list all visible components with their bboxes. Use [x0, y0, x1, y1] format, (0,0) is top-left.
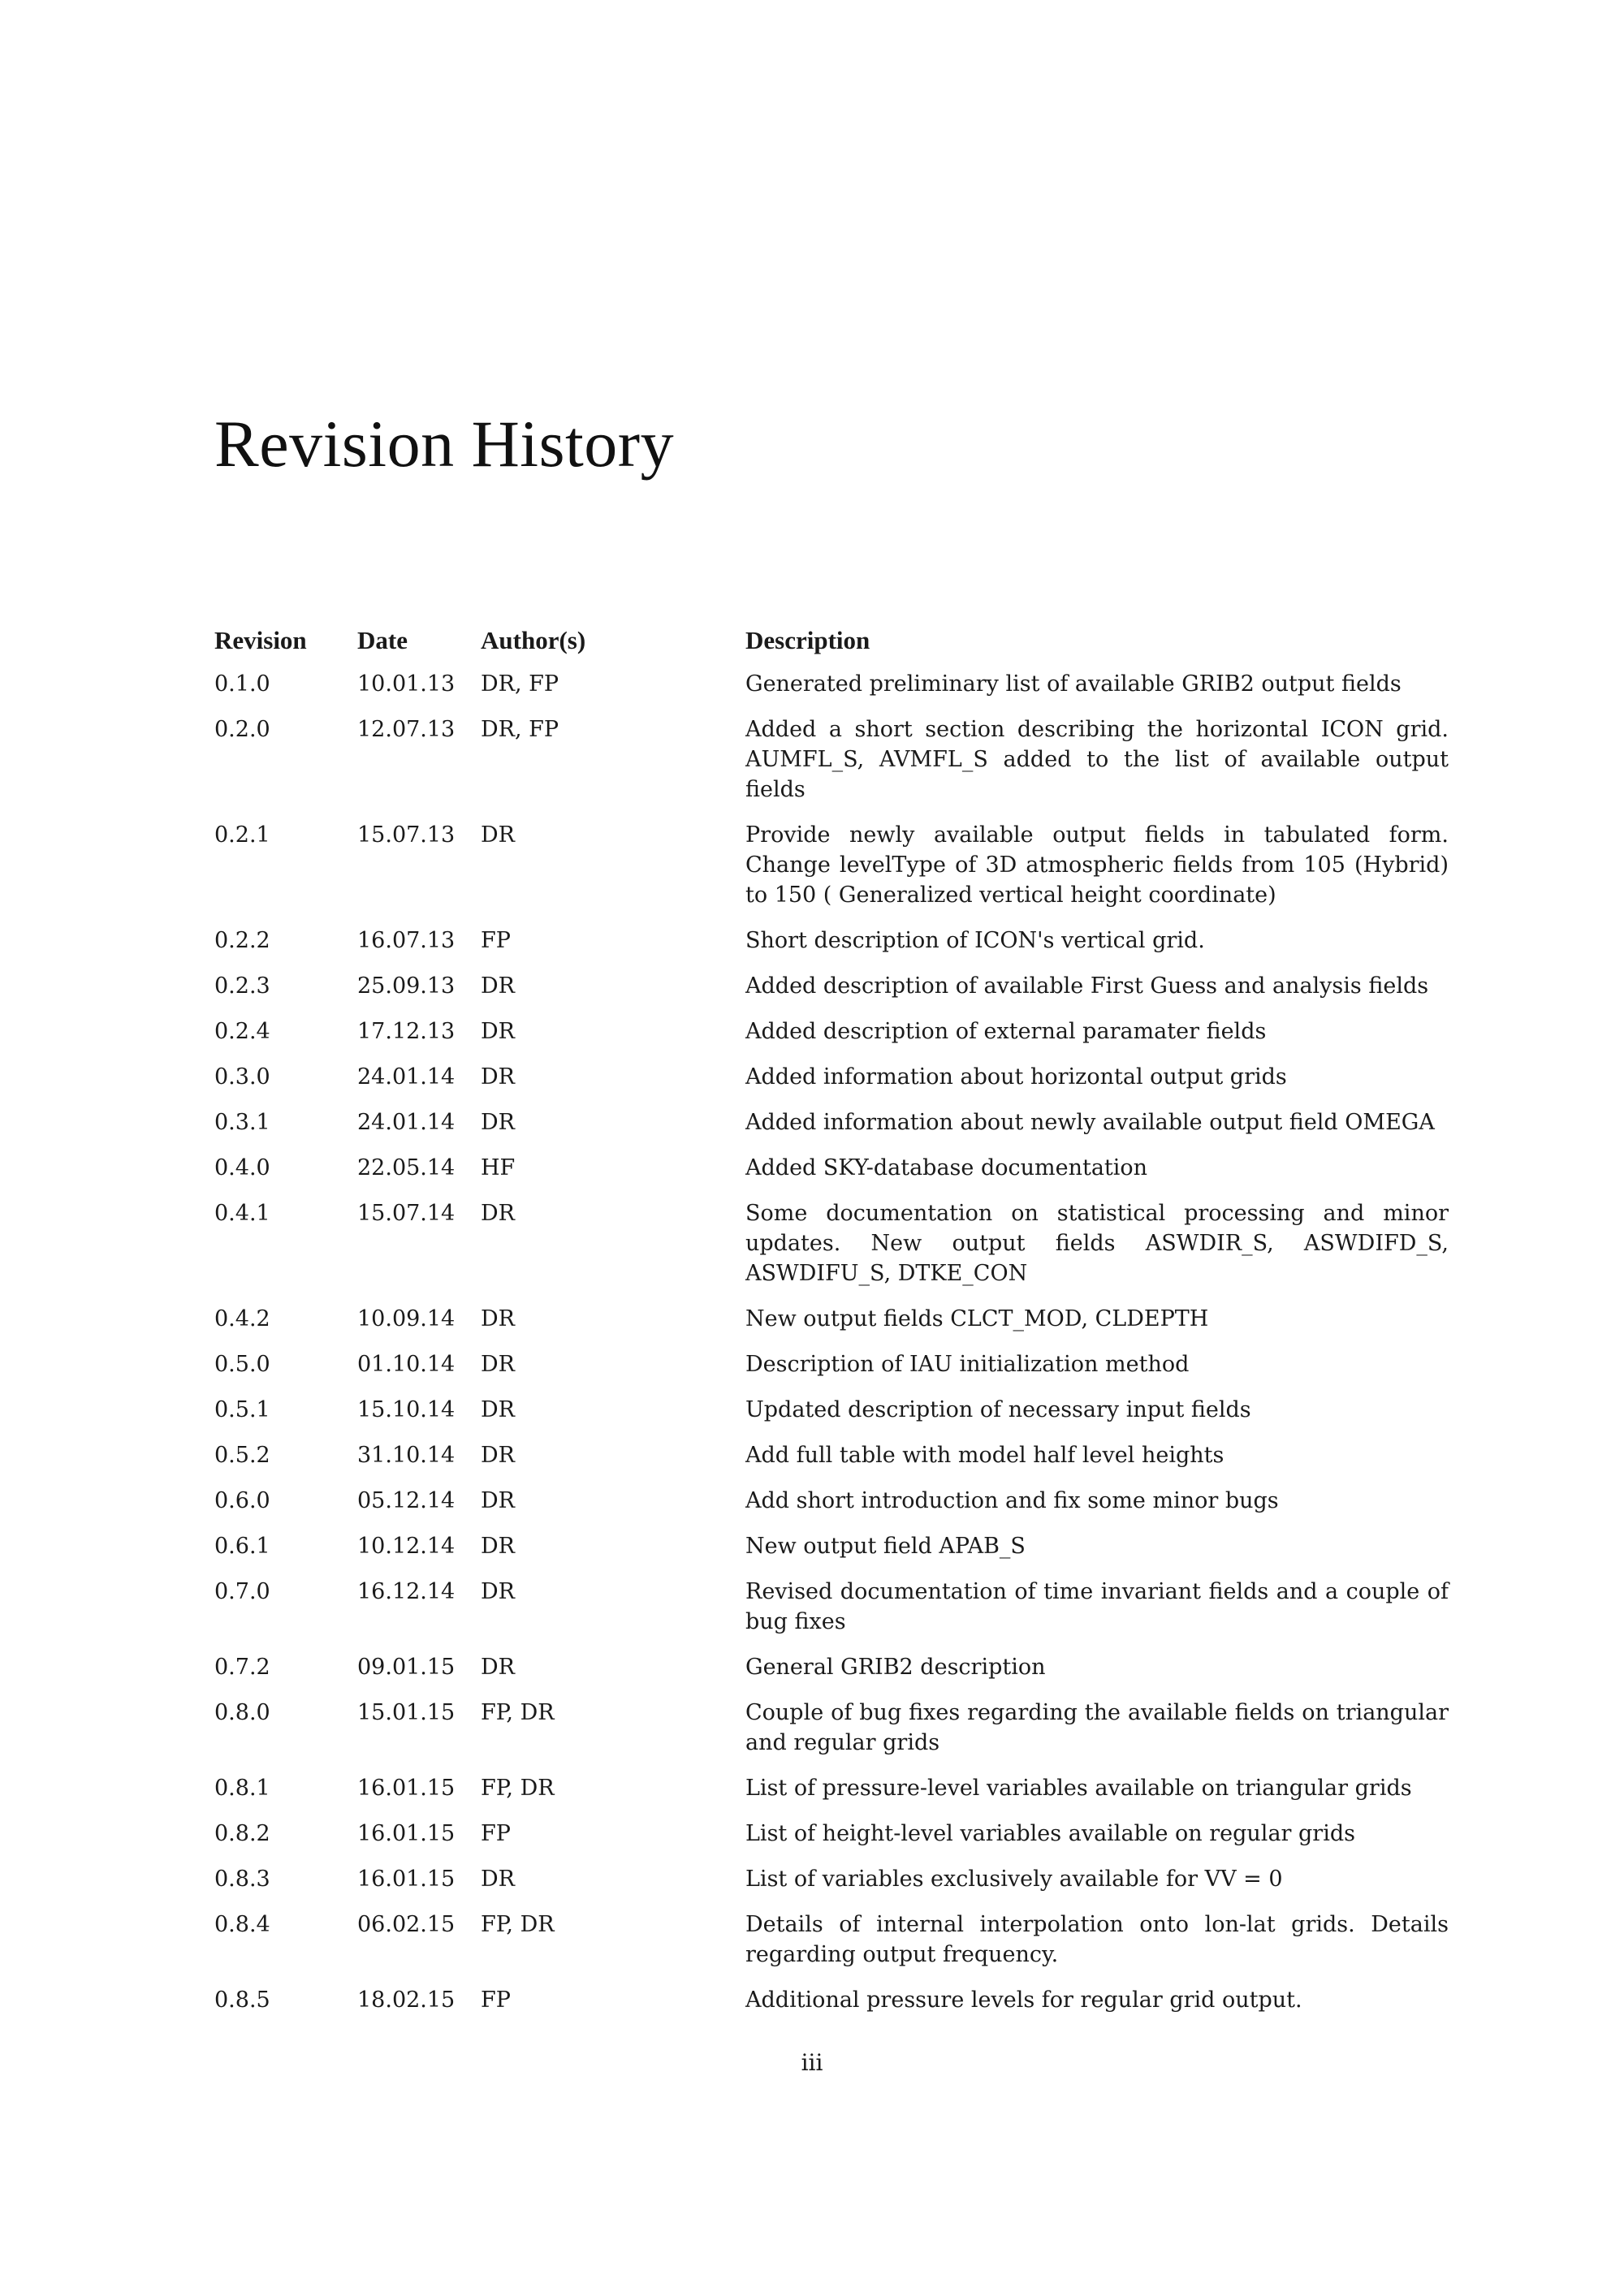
cell-revision: 0.2.2	[214, 928, 270, 953]
table-row	[214, 1985, 1449, 2015]
cell-description: Generated preliminary list of available GRIB2 output fields	[745, 671, 1402, 697]
cell-authors: DR	[481, 1352, 515, 1377]
table-row	[214, 1910, 1449, 1970]
cell-date: 24.01.14	[357, 1110, 456, 1135]
cell-authors: DR	[481, 1201, 515, 1226]
header-authors: Author(s)	[481, 626, 586, 654]
revision-table	[214, 625, 1449, 2031]
cell-revision: 0.5.0	[214, 1352, 270, 1377]
cell-description: New output fields CLCT_MOD, CLDEPTH	[745, 1306, 1209, 1331]
cell-description: Added a short section describing the horizontal ICON grid. AUMFL_S, AVMFL_S added to the list of available output fields	[745, 717, 1449, 802]
cell-authors: DR	[481, 1488, 515, 1513]
table-row	[214, 1864, 1449, 1894]
cell-authors: DR	[481, 1579, 515, 1604]
cell-authors: DR	[481, 1110, 515, 1135]
cell-authors: DR	[481, 1019, 515, 1044]
cell-revision: 0.2.3	[214, 973, 270, 999]
cell-date: 16.12.14	[357, 1579, 456, 1604]
cell-revision: 0.5.1	[214, 1397, 270, 1422]
table-row	[214, 669, 1449, 699]
cell-revision: 0.3.1	[214, 1110, 270, 1135]
cell-date: 10.01.13	[357, 671, 456, 697]
cell-authors: HF	[481, 1155, 516, 1180]
table-row	[214, 1577, 1449, 1637]
cell-revision: 0.2.4	[214, 1019, 270, 1044]
cell-description: Short description of ICON's vertical grid.	[745, 928, 1205, 953]
cell-authors: DR	[481, 1443, 515, 1468]
table-row	[214, 1016, 1449, 1047]
cell-revision: 0.8.1	[214, 1776, 270, 1801]
cell-authors: DR	[481, 1655, 515, 1680]
cell-date: 25.09.13	[357, 973, 456, 999]
cell-revision: 0.8.3	[214, 1867, 270, 1892]
cell-authors: DR	[481, 1306, 515, 1331]
cell-revision: 0.8.4	[214, 1912, 270, 1937]
cell-authors: FP	[481, 1987, 511, 2013]
table-row	[214, 1486, 1449, 1516]
cell-description: Additional pressure levels for regular grid output.	[745, 1987, 1302, 2013]
cell-date: 10.12.14	[357, 1534, 456, 1559]
cell-description: List of variables exclusively available for VV = 0	[745, 1867, 1283, 1892]
cell-authors: FP	[481, 1821, 511, 1846]
cell-description: Added information about newly available output field OMEGA	[745, 1110, 1435, 1135]
cell-description: General GRIB2 description	[745, 1655, 1046, 1680]
cell-date: 31.10.14	[357, 1443, 456, 1468]
cell-date: 16.01.15	[357, 1776, 456, 1801]
header-revision: Revision	[214, 626, 307, 654]
cell-date: 10.09.14	[357, 1306, 456, 1331]
page-number: iii	[801, 2049, 823, 2076]
cell-revision: 0.6.1	[214, 1534, 270, 1559]
cell-date: 17.12.13	[357, 1019, 456, 1044]
cell-authors: DR, FP	[481, 717, 559, 742]
cell-authors: DR	[481, 1397, 515, 1422]
cell-date: 01.10.14	[357, 1352, 456, 1377]
cell-revision: 0.2.1	[214, 822, 270, 848]
cell-description: Added description of external paramater fields	[745, 1019, 1267, 1044]
table-row	[214, 820, 1449, 910]
cell-date: 24.01.14	[357, 1064, 456, 1090]
cell-revision: 0.1.0	[214, 671, 270, 697]
cell-revision: 0.8.2	[214, 1821, 270, 1846]
cell-description: Couple of bug fixes regarding the available fields on triangular and regular grids	[745, 1700, 1449, 1755]
cell-description: New output field APAB_S	[745, 1534, 1026, 1559]
cell-date: 22.05.14	[357, 1155, 456, 1180]
cell-authors: FP, DR	[481, 1776, 555, 1801]
cell-authors: DR, FP	[481, 671, 559, 697]
cell-description: Added SKY-database documentation	[745, 1155, 1148, 1180]
cell-authors: FP	[481, 928, 511, 953]
table-row	[214, 1395, 1449, 1425]
table-row	[214, 1153, 1449, 1183]
table-row	[214, 1440, 1449, 1470]
cell-authors: DR	[481, 1064, 515, 1090]
cell-revision: 0.4.0	[214, 1155, 270, 1180]
cell-description: Revised documentation of time invariant fields and a couple of bug fixes	[745, 1579, 1449, 1634]
cell-description: Add full table with model half level heights	[745, 1443, 1224, 1468]
table-row	[214, 1652, 1449, 1682]
cell-date: 12.07.13	[357, 717, 456, 742]
cell-revision: 0.3.0	[214, 1064, 270, 1090]
table-row	[214, 1773, 1449, 1803]
cell-description: Details of internal interpolation onto lon-lat grids. Details regarding output frequency.	[745, 1912, 1449, 1967]
cell-date: 05.12.14	[357, 1488, 456, 1513]
table-row	[214, 926, 1449, 956]
table-row	[214, 714, 1449, 805]
cell-revision: 0.5.2	[214, 1443, 270, 1468]
cell-revision: 0.8.5	[214, 1987, 270, 2013]
cell-revision: 0.4.2	[214, 1306, 270, 1331]
cell-description: Added information about horizontal output grids	[745, 1064, 1287, 1090]
cell-description: Some documentation on statistical processing and minor updates. New output fields ASWDIR_S, ASWDIFD_S, ASWDIFU_S, DTKE_CON	[745, 1201, 1449, 1286]
cell-description: Provide newly available output fields in tabulated form. Change levelType of 3D atmospheric fields from 105 (Hybrid) to 150 ( Generalized vertical height coordinate)	[745, 822, 1449, 908]
cell-authors: DR	[481, 973, 515, 999]
cell-description: Updated description of necessary input fields	[745, 1397, 1251, 1422]
cell-revision: 0.8.0	[214, 1700, 270, 1725]
cell-description: Added description of available First Guess and analysis fields	[745, 973, 1429, 999]
cell-revision: 0.4.1	[214, 1201, 270, 1226]
cell-description: List of pressure-level variables available on triangular grids	[745, 1776, 1412, 1801]
cell-date: 06.02.15	[357, 1912, 456, 1937]
cell-date: 15.01.15	[357, 1700, 456, 1725]
cell-date: 16.07.13	[357, 928, 456, 953]
table-row	[214, 1107, 1449, 1137]
cell-date: 15.10.14	[357, 1397, 456, 1422]
cell-date: 15.07.13	[357, 822, 456, 848]
cell-authors: DR	[481, 1534, 515, 1559]
table-row	[214, 1062, 1449, 1092]
cell-revision: 0.7.0	[214, 1579, 270, 1604]
table-row	[214, 971, 1449, 1001]
cell-description: List of height-level variables available on regular grids	[745, 1821, 1355, 1846]
cell-authors: FP, DR	[481, 1700, 555, 1725]
table-row	[214, 1531, 1449, 1561]
page-title: Revision History	[214, 407, 675, 481]
cell-description: Add short introduction and fix some minor bugs	[745, 1488, 1279, 1513]
cell-date: 18.02.15	[357, 1987, 456, 2013]
table-header	[214, 625, 1449, 655]
cell-date: 16.01.15	[357, 1821, 456, 1846]
table-row	[214, 1304, 1449, 1334]
cell-date: 15.07.14	[357, 1201, 456, 1226]
cell-revision: 0.2.0	[214, 717, 270, 742]
cell-description: Description of IAU initialization method	[745, 1352, 1190, 1377]
cell-revision: 0.6.0	[214, 1488, 270, 1513]
table-row	[214, 1349, 1449, 1379]
table-row	[214, 1698, 1449, 1758]
cell-authors: FP, DR	[481, 1912, 555, 1937]
cell-authors: DR	[481, 1867, 515, 1892]
header-date: Date	[357, 626, 408, 654]
header-description: Description	[745, 626, 870, 654]
cell-date: 09.01.15	[357, 1655, 456, 1680]
table-row	[214, 1819, 1449, 1849]
table-row	[214, 1198, 1449, 1288]
cell-date: 16.01.15	[357, 1867, 456, 1892]
cell-authors: DR	[481, 822, 515, 848]
cell-revision: 0.7.2	[214, 1655, 270, 1680]
